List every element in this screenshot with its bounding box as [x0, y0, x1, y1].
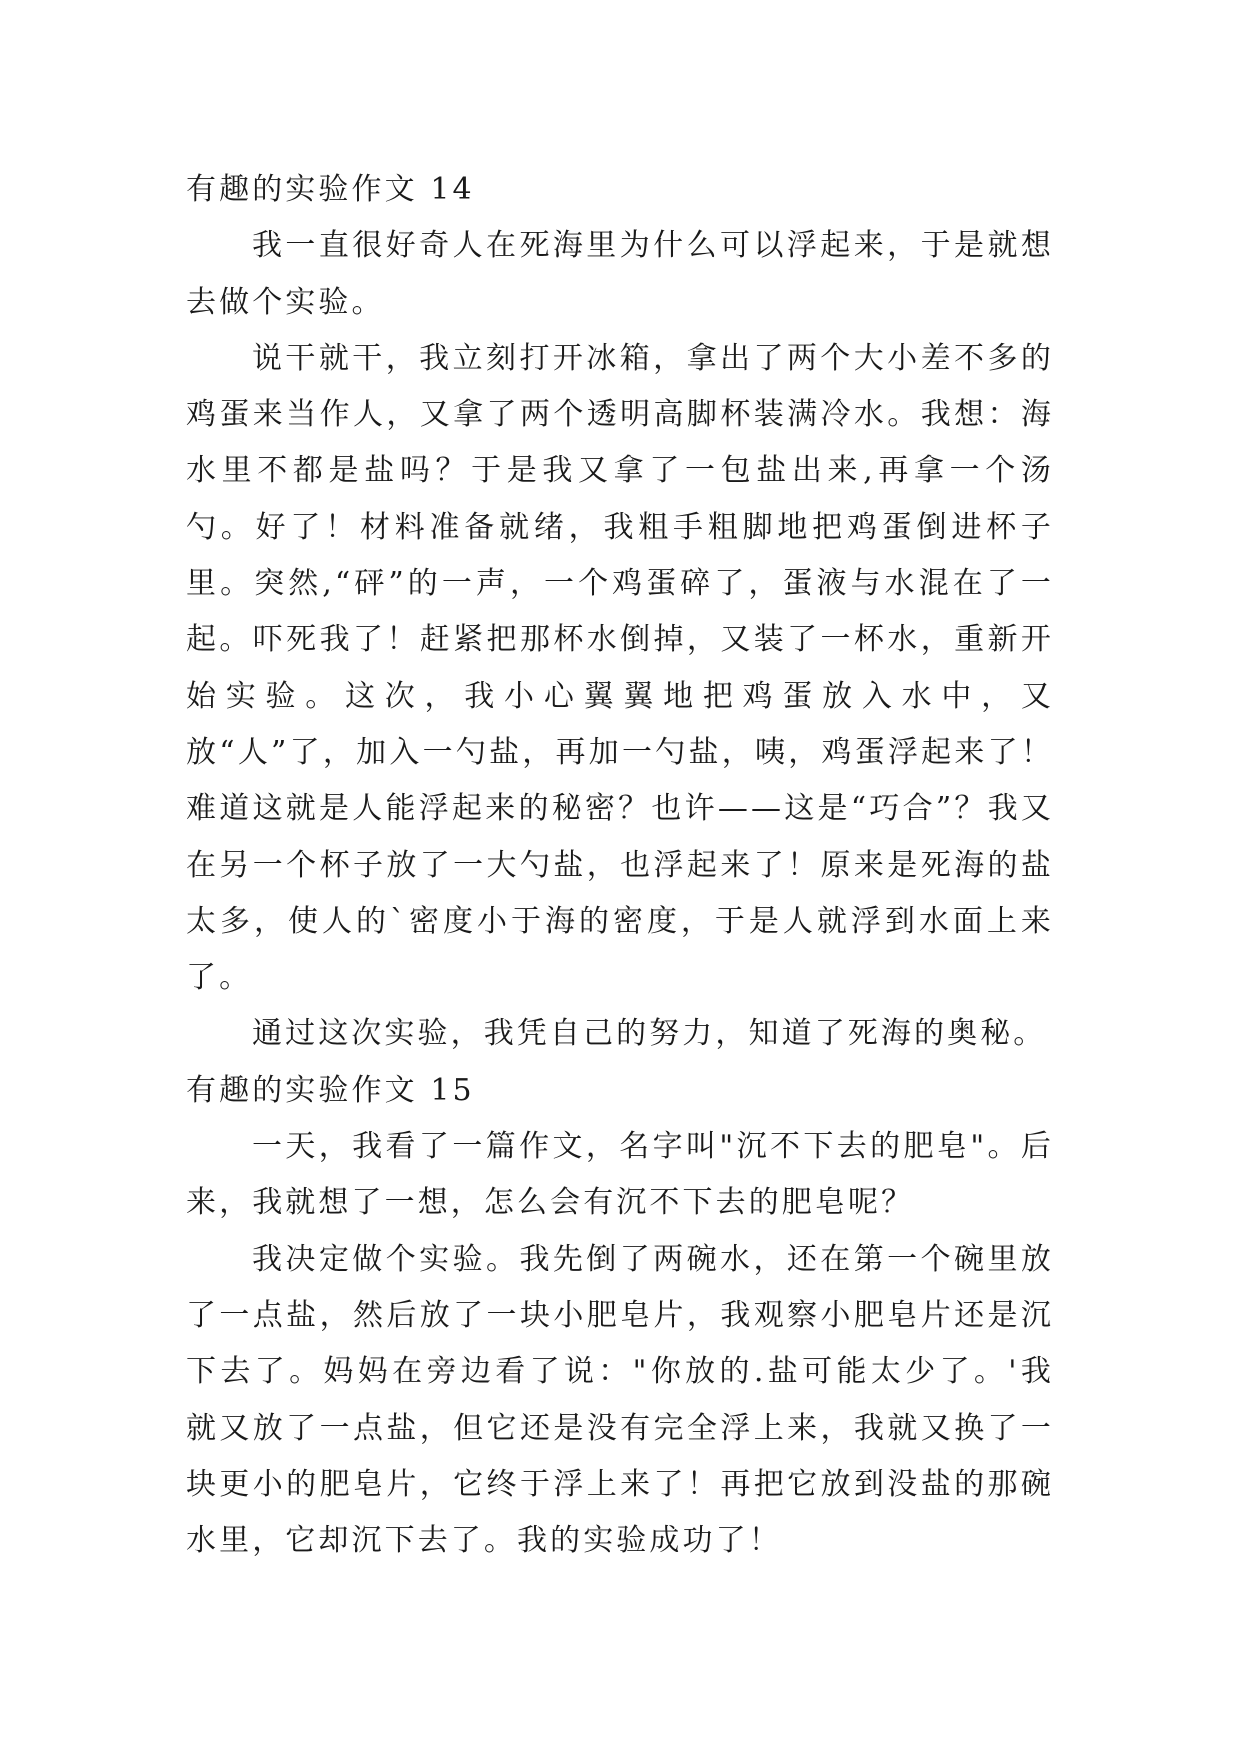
essay-title: 有趣的实验作文 15 — [186, 1072, 475, 1108]
essay-paragraph: 说干就干，我立刻打开冰箱，拿出了两个大小差不多的鸡蛋来当作人，又拿了两个透明高脚杯装满冷水。我想：海水里不都是盐吗？于是我又拿了一包盐出来,再拿一个汤勺。好了！材料准备就绪，我粗手粗脚地把鸡蛋倒进杯子里。突然,“砰”的一声，一个鸡蛋碎了，蛋液与水混在了一起。吓死我了！赶紧把那杯水倒掉，又装了一杯水，重新开始实验。这次，我小心翼翼地把鸡蛋放入水中，又放“人”了，加入一勺盐，再加一勺盐，咦，鸡蛋浮起来了！难道这就是人能浮起来的秘密？也许——这是“巧合”？我又在另一个杯子放了一大勺盐，也浮起来了！原来是死海的盐太多，使人的`密度小于海的密度，于是人就浮到水面上来了。 — [186, 340, 1054, 996]
essay-title: 有趣的实验作文 14 — [186, 172, 475, 207]
essay-section-14 — [186, 162, 1054, 1063]
essay-paragraph: 通过这次实验，我凭自己的努力，知道了死海的奥秘。 — [252, 1016, 1047, 1052]
essay-paragraph: 我一直很好奇人在死海里为什么可以浮起来，于是就想去做个实验。 — [186, 228, 1054, 320]
document-body — [186, 162, 1054, 1569]
essay-paragraph: 一天，我看了一篇作文，名字叫"沉不下去的肥皂"。后来，我就想了一想，怎么会有沉不下去的肥皂呢？ — [186, 1129, 1054, 1221]
essay-section-15 — [186, 1063, 1054, 1570]
essay-paragraph: 我决定做个实验。我先倒了两碗水，还在第一个碗里放了一点盐，然后放了一块小肥皂片，我观察小肥皂片还是沉下去了。妈妈在旁边看了说："你放的.盐可能太少了。'我就又放了一点盐，但它还是没有完全浮上来，我就又换了一块更小的肥皂片，它终于浮上来了！再把它放到没盐的那碗水里，它却沉下去了。我的实验成功了！ — [186, 1241, 1054, 1559]
